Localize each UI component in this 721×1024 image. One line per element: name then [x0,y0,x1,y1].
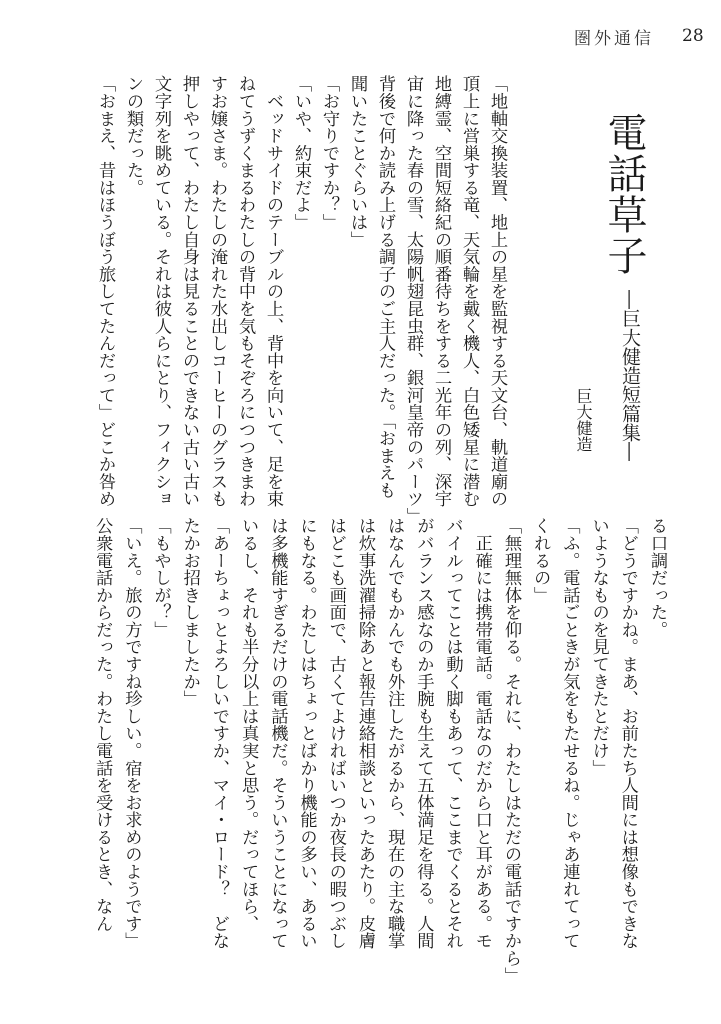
text-line: にもなる。わたしはちょっとばかり機能の多い、あるい [296,517,317,950]
text-line: 「お守りですか？」 [319,75,339,231]
text-line: 「無理無体を仰る。それに、わたしはただの電話ですから」 [500,517,521,984]
text-line: ベッドサイドのテーブルの上、背中を向いて、足を束 [263,75,283,508]
text-line: 地縛霊、空間短絡紀の順番待ちをする二光年の列、深宇 [431,75,451,508]
text-line: は炊事洗濯掃除あと報告連絡相談といったあたり。皮膚 [354,517,375,950]
text-line: いるし、それも半分以上は真実と思う。だってほら、 [238,517,259,932]
text-line: 頂上に営巣する竜、天気輪を戴く機人、白色矮星に潜む [459,75,479,508]
text-line: 「おまえ、昔はほうぼう旅してたんだって」どこか咎め [95,75,115,508]
text-line: 「どうですかね。まあ、お前たち人間には想像もできな [617,517,638,950]
text-line: はなんでもかんでも外注したがるから、現在の主な職掌 [384,517,405,950]
text-line: 「いえ。旅の方ですね珍しい。宿をお求めのようです」 [121,517,142,950]
page-number: 28 [682,26,704,46]
story-title: 電話草子 [601,112,647,276]
author-name: 巨大健造 [574,388,593,452]
text-line: 「地軸交換装置、地上の星を監視する天文台、軌道廟の [487,75,507,508]
text-line: 聞いたことぐらいは」 [347,75,367,248]
text-line: 背後で何か読み上げる調子のご主人だった。「おまえも [375,75,395,499]
text-line: はどこも画面で、古くてよければいつか夜長の暇つぶし [325,517,346,950]
body-text-lower [87,517,671,984]
text-line: 「あーちょっとよろしいですか、マイ・ロード？ どな [208,517,229,950]
text-line: ねてうずくまるわたしの背中を気もそぞろにつつきまわ [235,75,255,508]
text-line: いようなものを見てきたとだけ」 [588,517,609,777]
text-line: 文字列を眺めている。それは彼人らにとり、フィクショ [151,75,171,508]
text-line: がバランス感なのか手腕も生えて五体満足を得る。人間 [413,517,434,950]
story-subtitle: ―巨大健造短篇集― [619,290,641,461]
body-text-upper [91,75,511,525]
text-line: 押しやって、わたし自身は見ることのできない古い古い [179,75,199,508]
text-line: 「もやしが？」 [150,517,171,639]
text-line: バイルってことは動く脚もあって、ここまでくるとそれ [442,517,463,950]
text-line: 公衆電話からだった。わたし電話を受けるとき、なん [92,517,113,932]
text-line: たかお招きしましたか」 [179,517,200,708]
text-line: くれるの」 [530,517,551,604]
text-line: すお嬢さま。わたしの淹れた水出しコーヒーのグラスも [207,75,227,508]
text-line: 宙に降った春の雪、太陽帆翅昆虫群、銀河皇帝のパーツ」 [403,75,423,525]
text-line: る口調だった。 [647,517,667,639]
text-line: は多機能すぎるだけの電話機だ。そういうことになって [267,517,288,950]
text-line: 「いや、約束だよ」 [291,75,311,231]
text-line: 正確には携帯電話。電話なのだから口と耳がある。モ [471,517,492,950]
magazine-name: 圏外通信 [574,29,654,49]
text-line: 「ふ。電話ごときが気をもたせるね。じゃあ連れてって [559,517,580,950]
text-line: ンの類だった。 [123,75,143,197]
